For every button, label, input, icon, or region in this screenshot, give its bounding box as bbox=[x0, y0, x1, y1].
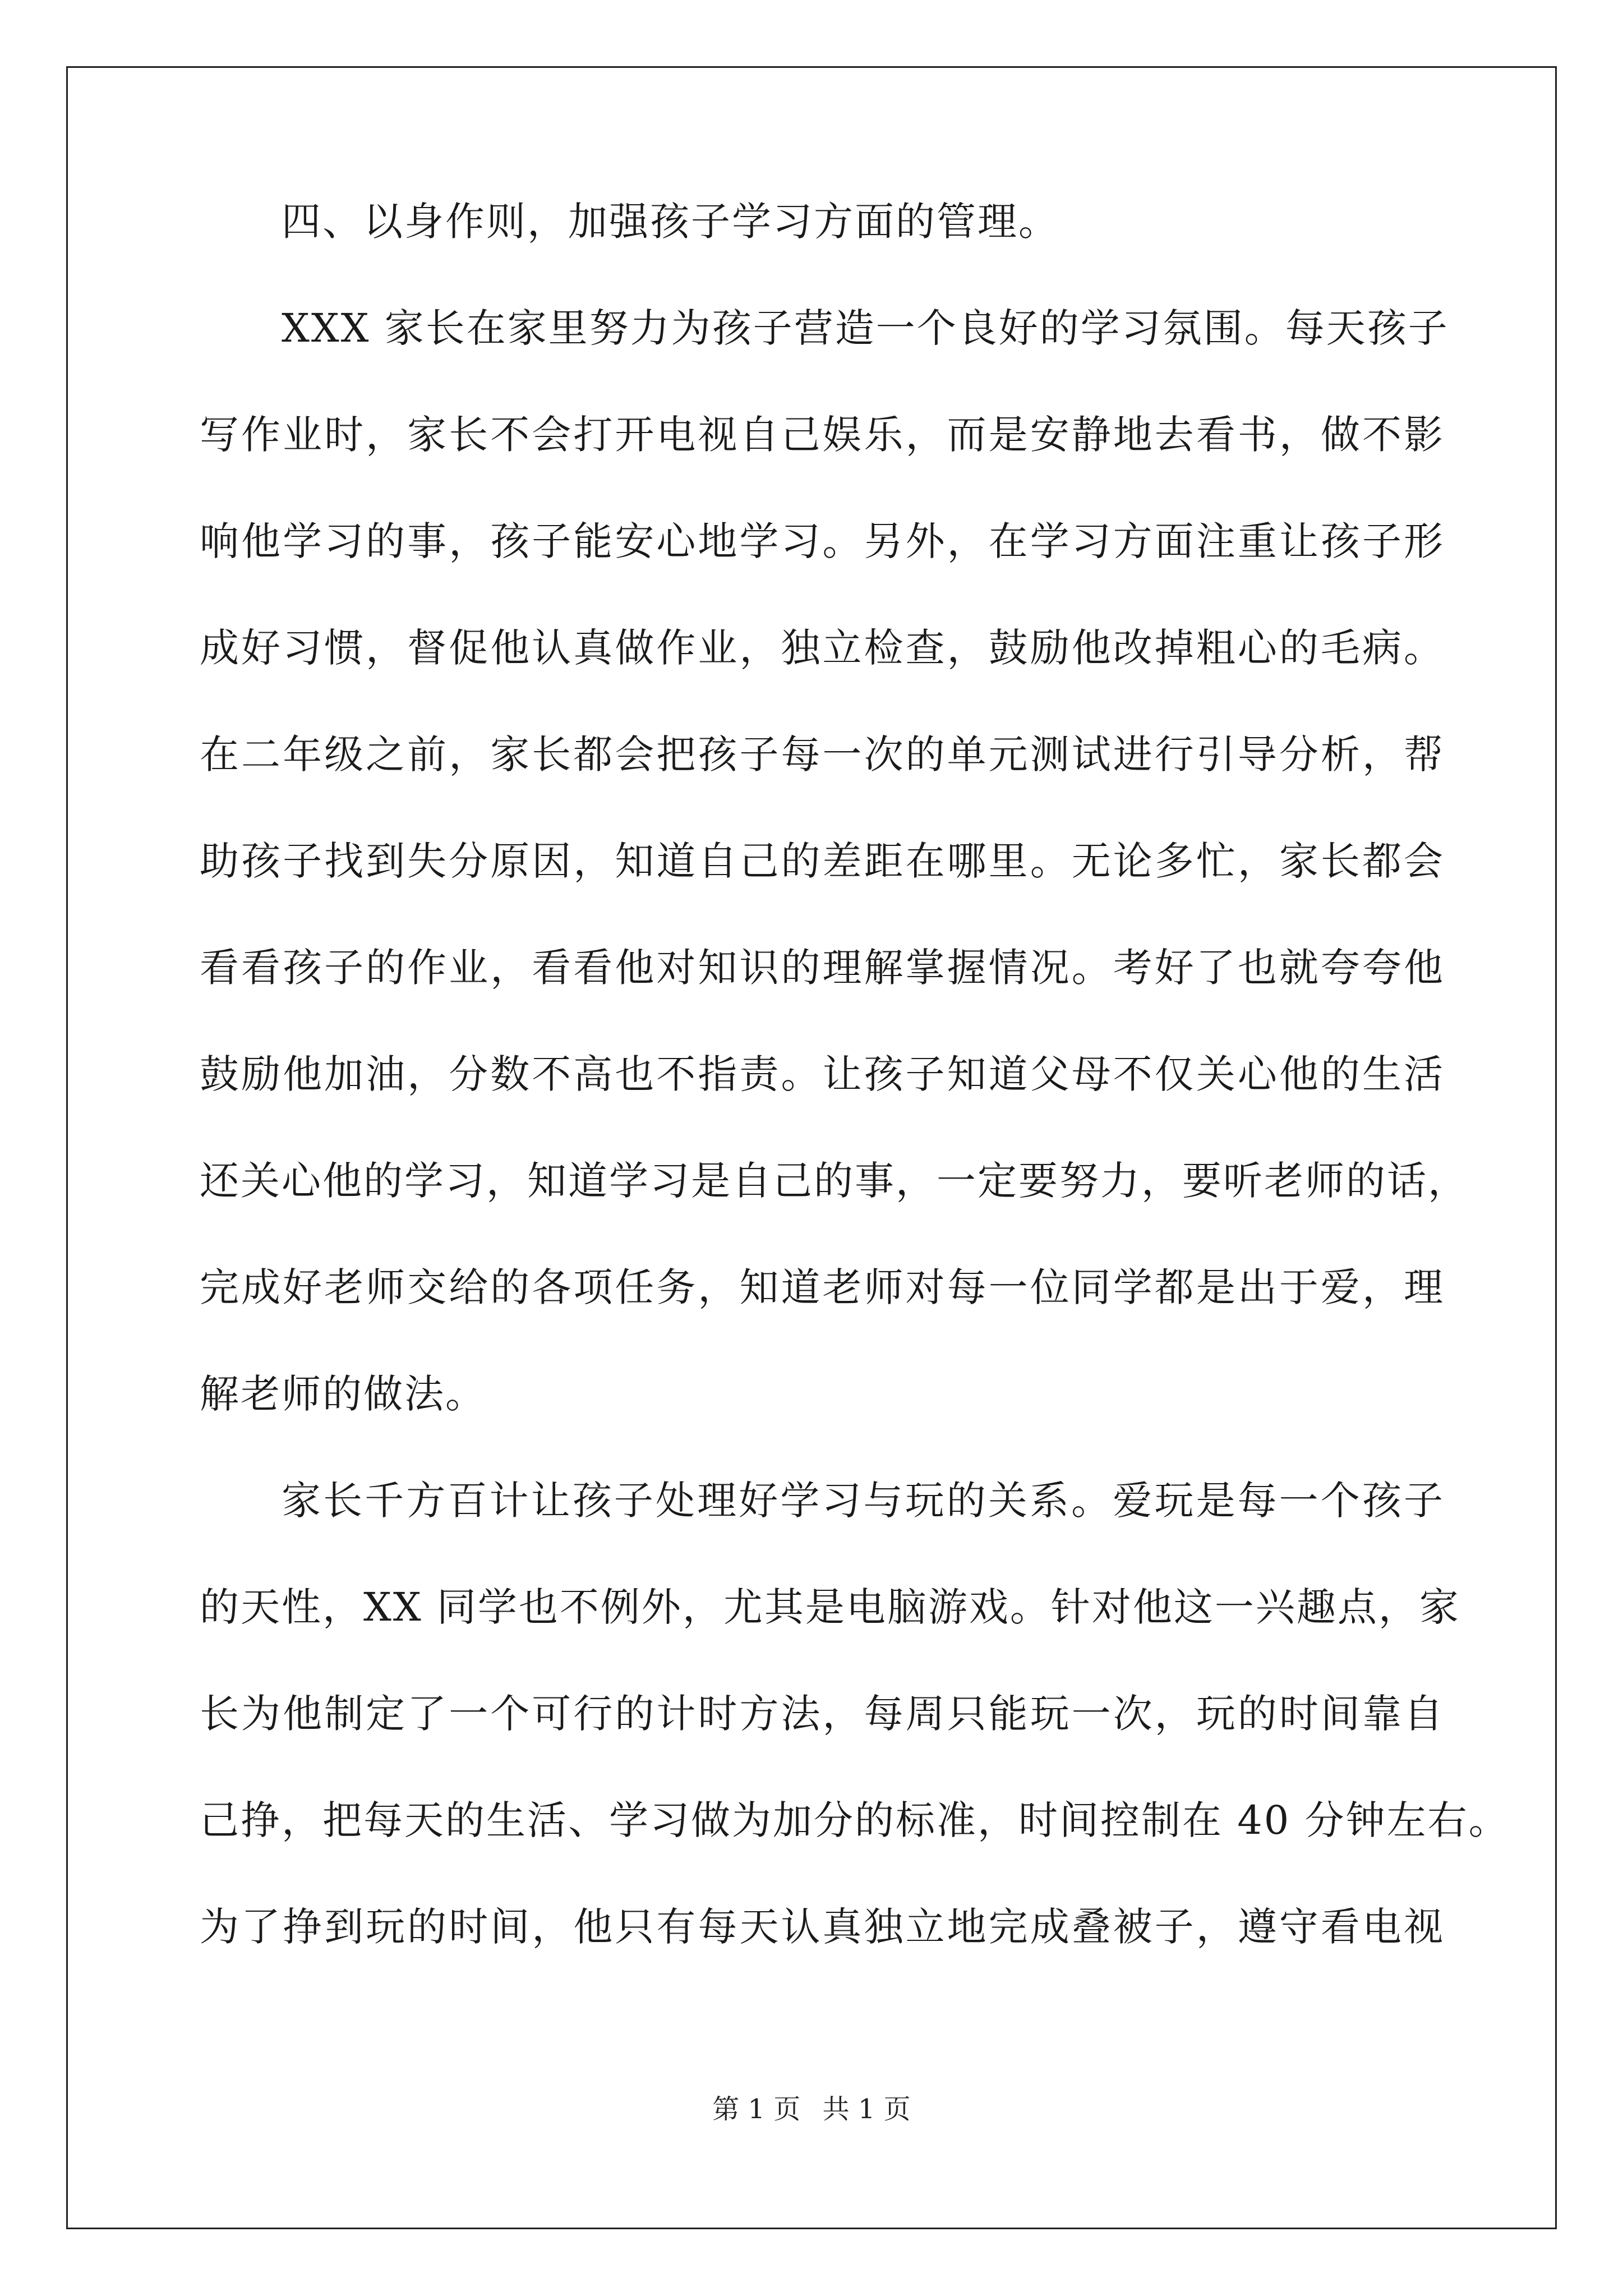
text-line: 写作业时，家长不会打开电视自己娱乐，而是安静地去看书，做不影 bbox=[200, 412, 1445, 458]
text-line: 还关心他的学习，知道学习是自己的事，一定要努力，要听老师的话， bbox=[200, 1158, 1469, 1204]
text-line: 己挣，把每天的生活、学习做为加分的标准，时间控制在 40 分钟左右。 bbox=[200, 1797, 1510, 1843]
text-line: 在二年级之前，家长都会把孩子每一次的单元测试进行引导分析，帮 bbox=[200, 731, 1445, 777]
text-line: 长为他制定了一个可行的计时方法，每周只能玩一次，玩的时间靠自 bbox=[200, 1691, 1445, 1737]
text-line: 鼓励他加油，分数不高也不指责。让孩子知道父母不仅关心他的生活 bbox=[200, 1051, 1445, 1097]
text-line: 四、以身作则，加强孩子学习方面的管理。 bbox=[282, 199, 1059, 245]
text-line: 助孩子找到失分原因，知道自己的差距在哪里。无论多忙，家长都会 bbox=[200, 838, 1445, 884]
document-body bbox=[200, 185, 1510, 1997]
text-line: 成好习惯，督促他认真做作业，独立检查，鼓励他改掉粗心的毛病。 bbox=[200, 625, 1445, 671]
text-line: 看看孩子的作业，看看他对知识的理解掌握情况。考好了也就夸夸他 bbox=[200, 945, 1445, 991]
page-footer bbox=[0, 2092, 1623, 2126]
text-line: 响他学习的事，孩子能安心地学习。另外，在学习方面注重让孩子形 bbox=[200, 518, 1445, 564]
text-line: XXX 家长在家里努力为孩子营造一个良好的学习氛围。每天孩子 bbox=[282, 305, 1449, 351]
text-line: 的天性，XX 同学也不例外，尤其是电脑游戏。针对他这一兴趣点，家 bbox=[200, 1584, 1460, 1630]
text-line: 家长千方百计让孩子处理好学习与玩的关系。爱玩是每一个孩子 bbox=[282, 1478, 1445, 1524]
text-line: 解老师的做法。 bbox=[200, 1371, 486, 1417]
text-line: 为了挣到玩的时间，他只有每天认真独立地完成叠被子，遵守看电视 bbox=[200, 1904, 1445, 1950]
page-total: 共 1 页 bbox=[822, 2093, 911, 2125]
page-number: 第 1 页 bbox=[712, 2093, 801, 2125]
text-line: 完成好老师交给的各项任务，知道老师对每一位同学都是出于爱，理 bbox=[200, 1264, 1445, 1310]
